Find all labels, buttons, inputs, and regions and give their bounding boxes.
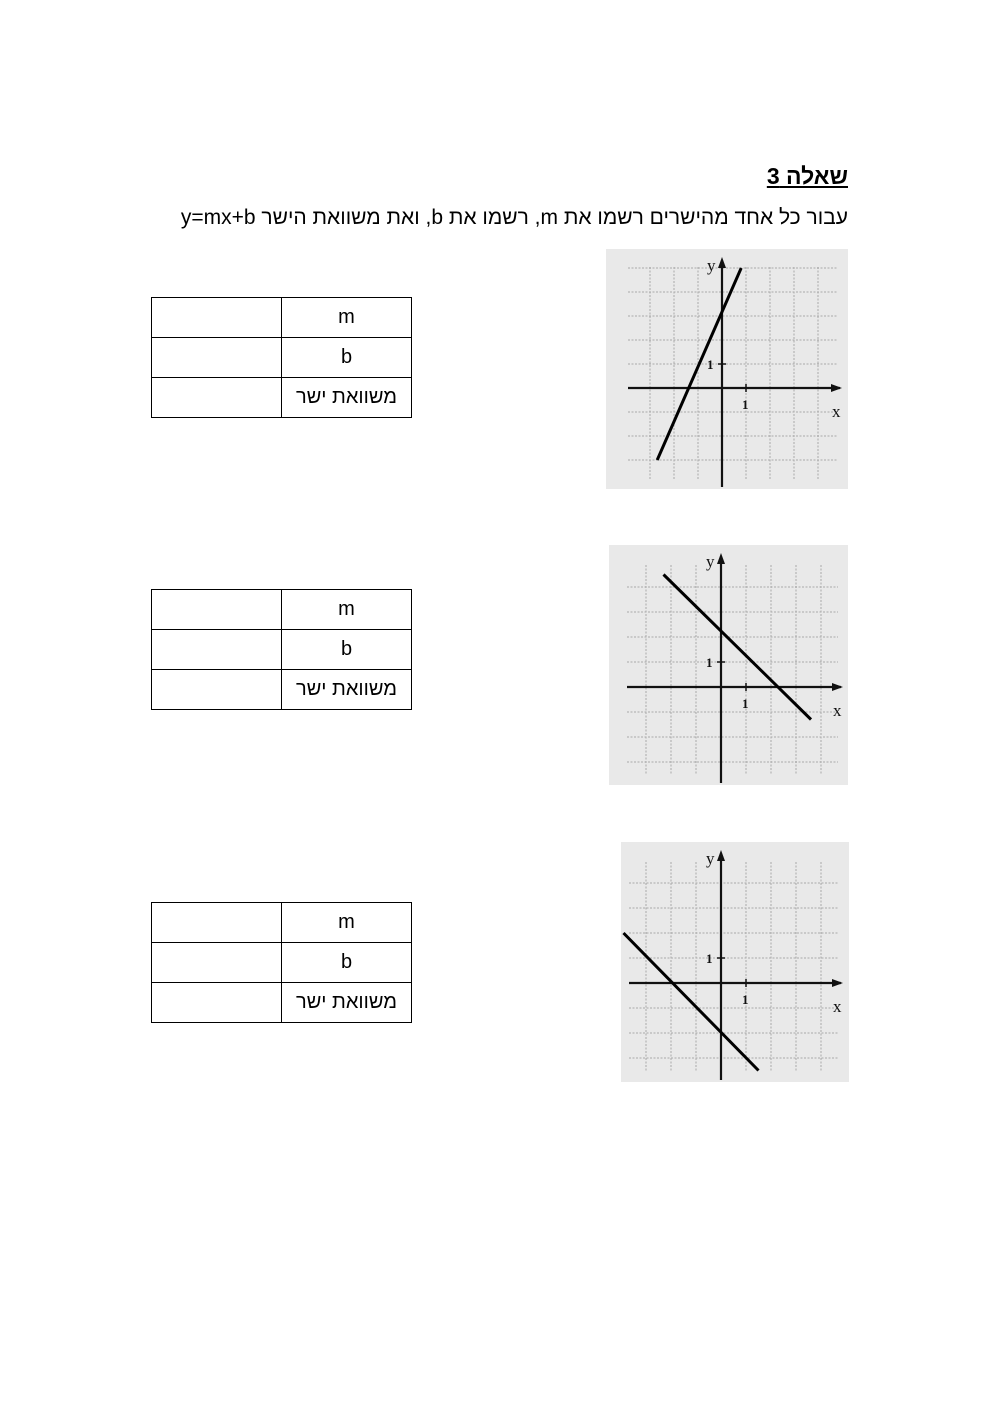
x-axis-arrow: [832, 979, 843, 987]
x-tick-label: 1: [742, 397, 749, 412]
answer-table-1: [151, 297, 412, 418]
y-tick-label: 1: [706, 655, 713, 670]
b-label: b: [282, 943, 412, 983]
y-axis-arrow: [717, 850, 725, 861]
b-label: b: [282, 338, 412, 378]
graph-1-svg: [606, 249, 848, 489]
graph-2-svg: [609, 545, 848, 785]
equation-label: משוואת ישר: [282, 983, 412, 1023]
m-answer-cell[interactable]: [152, 590, 282, 630]
graph-1: [606, 249, 848, 489]
equation-label: משוואת ישר: [282, 670, 412, 710]
equation-answer-cell[interactable]: [152, 378, 282, 418]
b-label: b: [282, 630, 412, 670]
graph-3-svg: [621, 842, 849, 1082]
plotted-line: [664, 575, 812, 720]
y-axis-label: y: [706, 849, 715, 868]
b-answer-cell[interactable]: [152, 338, 282, 378]
equation-answer-cell[interactable]: [152, 670, 282, 710]
y-axis-label: y: [707, 256, 716, 275]
x-axis-label: x: [832, 402, 841, 421]
y-tick-label: 1: [706, 951, 713, 966]
graph-3: [621, 842, 849, 1082]
x-tick-label: 1: [742, 992, 749, 1007]
m-label: m: [282, 590, 412, 630]
m-answer-cell[interactable]: [152, 903, 282, 943]
y-tick-label: 1: [707, 357, 714, 372]
equation-label: משוואת ישר: [282, 378, 412, 418]
y-axis-label: y: [706, 552, 715, 571]
b-answer-cell[interactable]: [152, 630, 282, 670]
x-axis-arrow: [832, 683, 843, 691]
graph-2: [609, 545, 848, 785]
y-axis-arrow: [717, 553, 725, 564]
y-axis-arrow: [718, 257, 726, 268]
b-answer-cell[interactable]: [152, 943, 282, 983]
plotted-line: [624, 933, 759, 1071]
plotted-line: [657, 268, 741, 460]
m-label: m: [282, 903, 412, 943]
m-label: m: [282, 298, 412, 338]
x-axis-arrow: [831, 384, 842, 392]
answer-table-3: [151, 902, 412, 1023]
x-tick-label: 1: [742, 696, 749, 711]
question-instruction: עבור כל אחד מהישרים רשמו את m, רשמו את b, ואת משוואת הישר y=mx+b: [180, 206, 848, 229]
m-answer-cell[interactable]: [152, 298, 282, 338]
equation-answer-cell[interactable]: [152, 983, 282, 1023]
x-axis-label: x: [833, 997, 842, 1016]
answer-table-2: [151, 589, 412, 710]
question-title: שאלה 3: [766, 163, 848, 189]
x-axis-label: x: [833, 701, 842, 720]
